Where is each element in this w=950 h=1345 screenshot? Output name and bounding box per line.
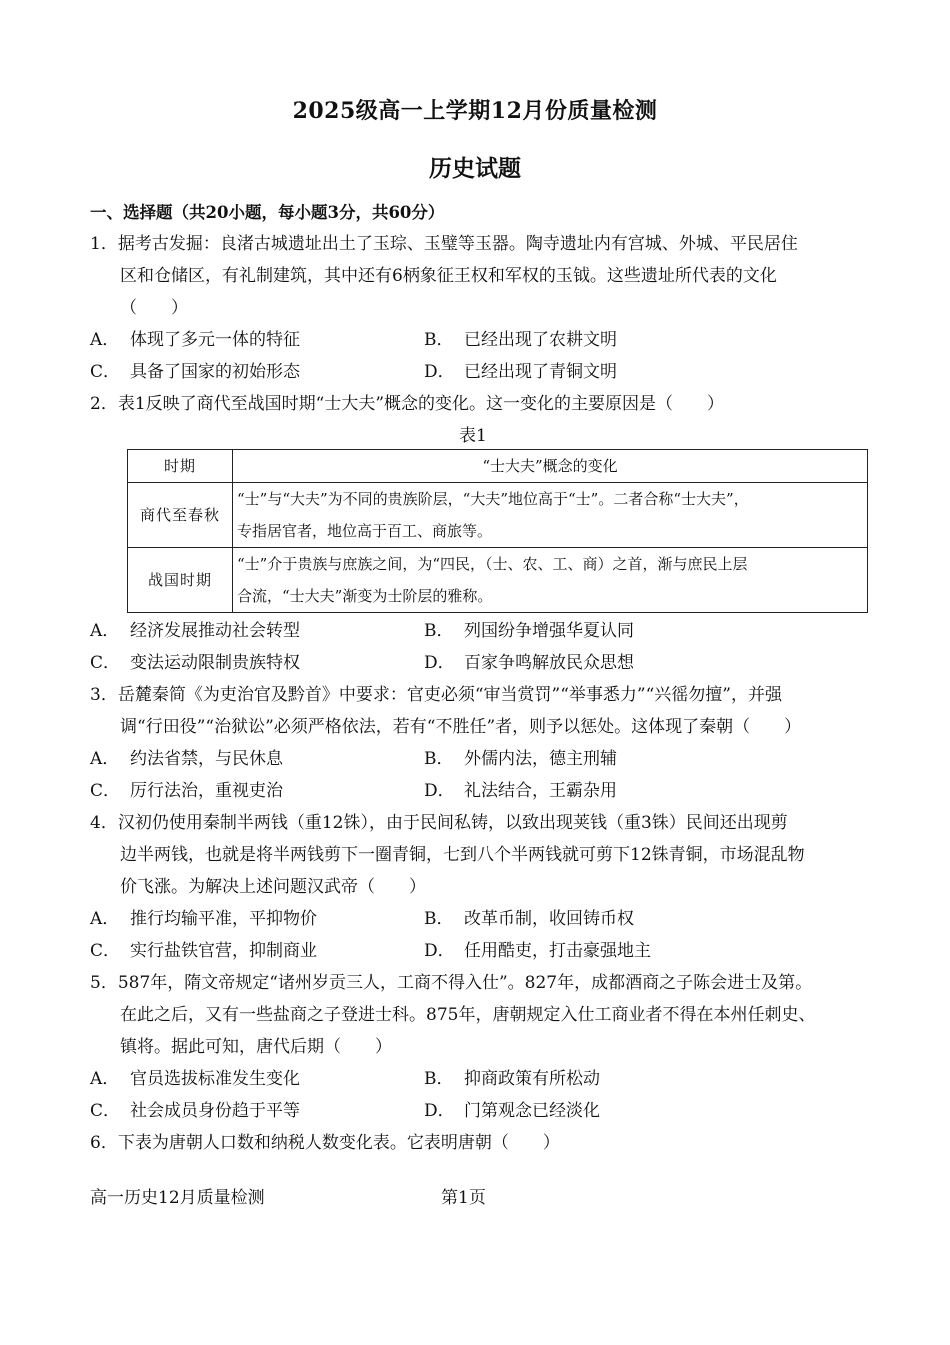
q4-option-d[interactable]: D． 任用酷吏，打击豪强地主 bbox=[424, 941, 651, 961]
q5-option-d[interactable]: D． 门第观念已经淡化 bbox=[424, 1101, 600, 1121]
q2-option-a[interactable]: A． 经济发展推动社会转型 bbox=[90, 621, 300, 641]
table-header-change: “士大夫”概念的变化 bbox=[233, 450, 868, 483]
table-cell-change: “士”与“大夫”为不同的贵族阶层，“大夫”地位高于“士”。二者合称“士大夫”， 专指居官者，地位高于百工、商旅等。 bbox=[233, 483, 868, 548]
q4-line-1: 4．汉初仍使用秦制半两钱（重12铢），由于民间私铸，以致出现荚钱（重3铢）民间还出现剪 bbox=[90, 813, 788, 833]
q1-line-1: 1．据考古发掘：良渚古城遗址出土了玉琮、玉璧等玉器。陶寺遗址内有宫城、外城、平民居住 bbox=[90, 234, 798, 254]
q2-option-b[interactable]: B． 列国纷争增强华夏认同 bbox=[424, 621, 634, 641]
q1-line-2: 区和仓储区，有礼制建筑，其中还有6柄象征王权和军权的玉钺。这些遗址所代表的文化 bbox=[120, 266, 777, 286]
q5-option-b[interactable]: B． 抑商政策有所松动 bbox=[424, 1069, 600, 1089]
q3-option-c[interactable]: C． 厉行法治，重视吏治 bbox=[90, 781, 283, 801]
concept-table bbox=[127, 449, 868, 613]
table-row bbox=[128, 483, 868, 548]
q4-option-b[interactable]: B． 改革币制，收回铸币权 bbox=[424, 909, 634, 929]
table-row bbox=[128, 548, 868, 613]
q5-line-3: 镇将。据此可知，唐代后期（ ） bbox=[120, 1037, 392, 1057]
exam-title: 2025级高一上学期12月份质量检测 bbox=[292, 98, 658, 124]
q6-line-1: 6．下表为唐朝人口数和纳税人数变化表。它表明唐朝（ ） bbox=[90, 1133, 560, 1153]
q2-option-d[interactable]: D． 百家争鸣解放民众思想 bbox=[424, 653, 634, 673]
q4-line-2: 边半两钱，也就是将半两钱剪下一圈青铜，七到八个半两钱就可剪下12铢青铜，市场混乱物 bbox=[120, 845, 805, 865]
q4-option-c[interactable]: C． 实行盐铁官营，抑制商业 bbox=[90, 941, 317, 961]
section-heading: 一、选择题（共20小题，每小题3分，共60分） bbox=[90, 203, 445, 222]
table-cell-change: “士”介于贵族与庶族之间，为“四民，（士、农、工、商）之首，渐与庶民上层 合流，“士大夫”渐变为士阶层的雅称。 bbox=[233, 548, 868, 613]
q1-option-c[interactable]: C． 具备了国家的初始形态 bbox=[90, 362, 300, 382]
q3-option-b[interactable]: B． 外儒内法，德主刑辅 bbox=[424, 749, 617, 769]
q1-option-d[interactable]: D． 已经出现了青铜文明 bbox=[424, 362, 617, 382]
table-cell-period: 商代至春秋 bbox=[128, 483, 233, 548]
table-header-row bbox=[128, 450, 868, 483]
table-cell-period: 战国时期 bbox=[128, 548, 233, 613]
q4-option-a[interactable]: A． 推行均输平准，平抑物价 bbox=[90, 909, 317, 929]
q3-option-d[interactable]: D． 礼法结合，王霸杂用 bbox=[424, 781, 617, 801]
table-header-period: 时期 bbox=[128, 450, 233, 483]
q4-line-3: 价飞涨。为解决上述问题汉武帝（ ） bbox=[120, 877, 426, 897]
table-caption: 表1 bbox=[459, 426, 487, 446]
q3-line-2: 调“行田役”“治狱讼”必须严格依法，若有“不胜任”者，则予以惩处。这体现了秦朝（ ） bbox=[120, 717, 802, 737]
q1-option-b[interactable]: B． 已经出现了农耕文明 bbox=[424, 330, 617, 350]
page-number: 第1页 bbox=[441, 1188, 486, 1208]
q5-line-1: 5．587年，隋文帝规定“诸州岁贡三人，工商不得入仕”。827年，成都酒商之子陈会进士及第。 bbox=[90, 973, 813, 993]
q5-option-a[interactable]: A． 官员选拔标准发生变化 bbox=[90, 1069, 300, 1089]
q3-option-a[interactable]: A． 约法省禁，与民休息 bbox=[90, 749, 283, 769]
q2-option-c[interactable]: C． 变法运动限制贵族特权 bbox=[90, 653, 300, 673]
q5-line-2: 在此之后，又有一些盐商之子登进士科。875年，唐朝规定入仕工商业者不得在本州任刺史、 bbox=[120, 1005, 816, 1025]
q3-line-1: 3．岳麓秦简《为吏治官及黔首》中要求：官吏必须“审当赏罚”“举事悉力”“兴徭勿擅”，并强 bbox=[90, 685, 782, 705]
q1-option-a[interactable]: A． 体现了多元一体的特征 bbox=[90, 330, 300, 350]
q1-line-3: （ ） bbox=[120, 298, 188, 318]
exam-subtitle: 历史试题 bbox=[429, 155, 521, 182]
q5-option-c[interactable]: C． 社会成员身份趋于平等 bbox=[90, 1101, 300, 1121]
q2-line-1: 2．表1反映了商代至战国时期“士大夫”概念的变化。这一变化的主要原因是（ ） bbox=[90, 394, 725, 414]
footer-title: 高一历史12月质量检测 bbox=[90, 1188, 265, 1208]
